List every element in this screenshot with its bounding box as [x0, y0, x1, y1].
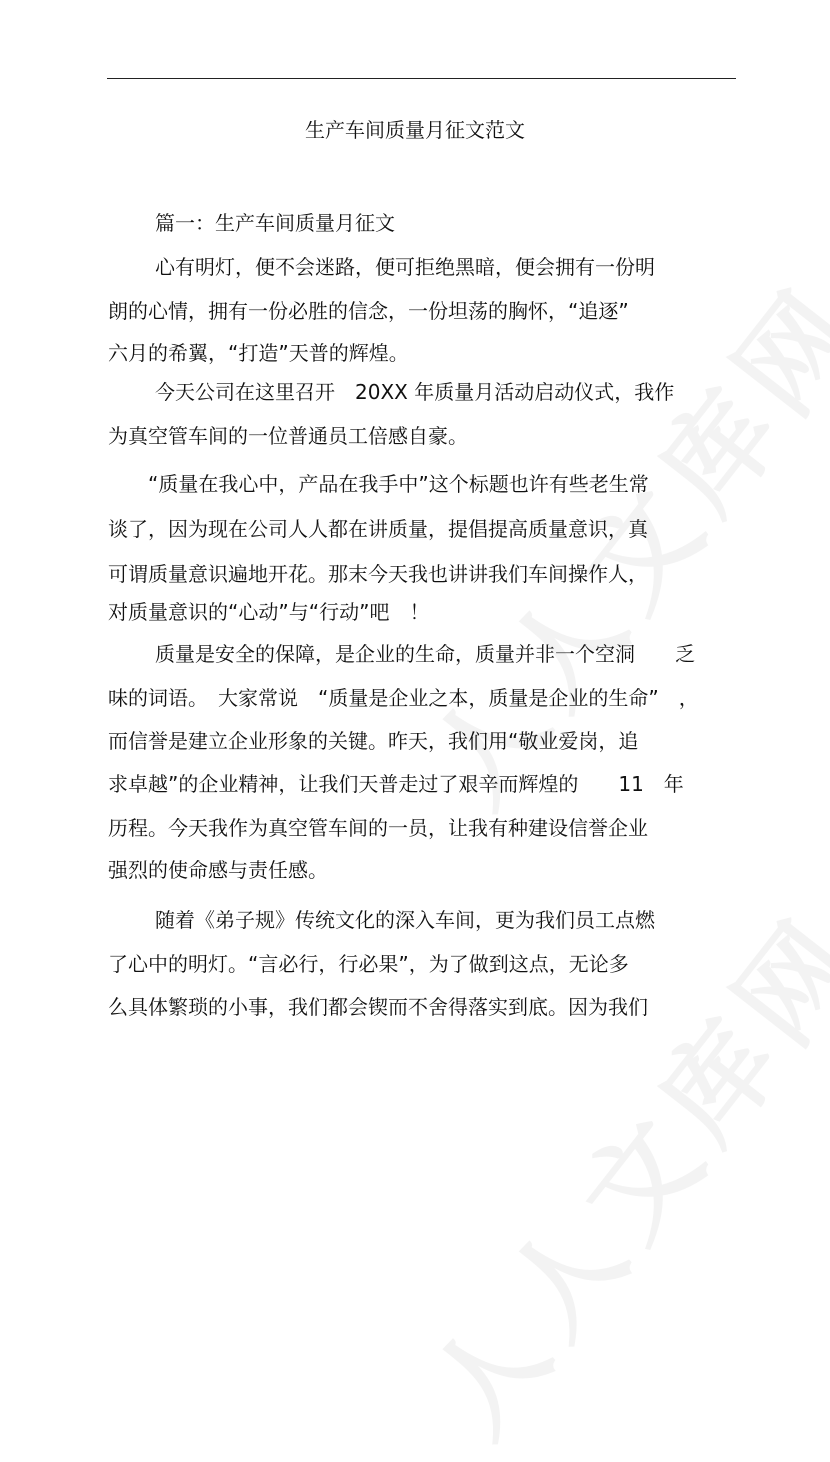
header-rule: [107, 78, 736, 79]
document-title: 生产车间质量月征文范文: [305, 118, 525, 142]
paragraph-line: 么具体繁琐的小事，我们都会锲而不舍得落实到底。因为我们: [108, 995, 648, 1019]
paragraph-line: 历程。今天我作为真空管车间的一员，让我有种建设信誉企业: [108, 816, 648, 840]
paragraph-line: 质量是安全的保障，是企业的生命，质量并非一个空洞 乏: [155, 642, 695, 666]
paragraph-line: 随着《弟子规》传统文化的深入车间，更为我们员工点燃: [155, 908, 655, 932]
paragraph-line: 为真空管车间的一位普通员工倍感自豪。: [108, 424, 468, 448]
paragraph-line: 求卓越”的企业精神，让我们天普走过了艰辛而辉煌的 11 年: [108, 772, 684, 796]
paragraph-line: 强烈的使命感与责任感。: [108, 858, 328, 882]
paragraph-line: 谈了，因为现在公司人人都在讲质量，提倡提高质量意识，真: [108, 517, 648, 541]
paragraph-line: 了心中的明灯。“言必行，行必果”，为了做到这点，无论多: [108, 952, 629, 976]
paragraph-line: 对质量意识的“心动”与“行动”吧 ！: [108, 600, 430, 624]
paragraph-line: 可谓质量意识遍地开花。那末今天我也讲讲我们车间操作人，: [108, 562, 648, 586]
section-heading: 篇一：生产车间质量月征文: [155, 211, 395, 235]
paragraph-line: 心有明灯，便不会迷路，便可拒绝黑暗，便会拥有一份明: [155, 255, 655, 279]
paragraph-line: 今天公司在这里召开 20XX 年质量月活动启动仪式，我作: [155, 380, 675, 404]
paragraph-line: 而信誉是建立企业形象的关键。昨天，我们用“敬业爱岗，追: [108, 729, 639, 753]
paragraph-line: 味的词语。 大家常说 “质量是企业之本，质量是企业的生命” ，: [108, 686, 699, 710]
paragraph-line: “质量在我心中，产品在我手中”这个标题也许有些老生常: [148, 472, 649, 496]
paragraph-line: 六月的希翼，“打造”天普的辉煌。: [108, 341, 409, 365]
paragraph-line: 朗的心情，拥有一份必胜的信念，一份坦荡的胸怀，“追逐”: [108, 299, 629, 323]
